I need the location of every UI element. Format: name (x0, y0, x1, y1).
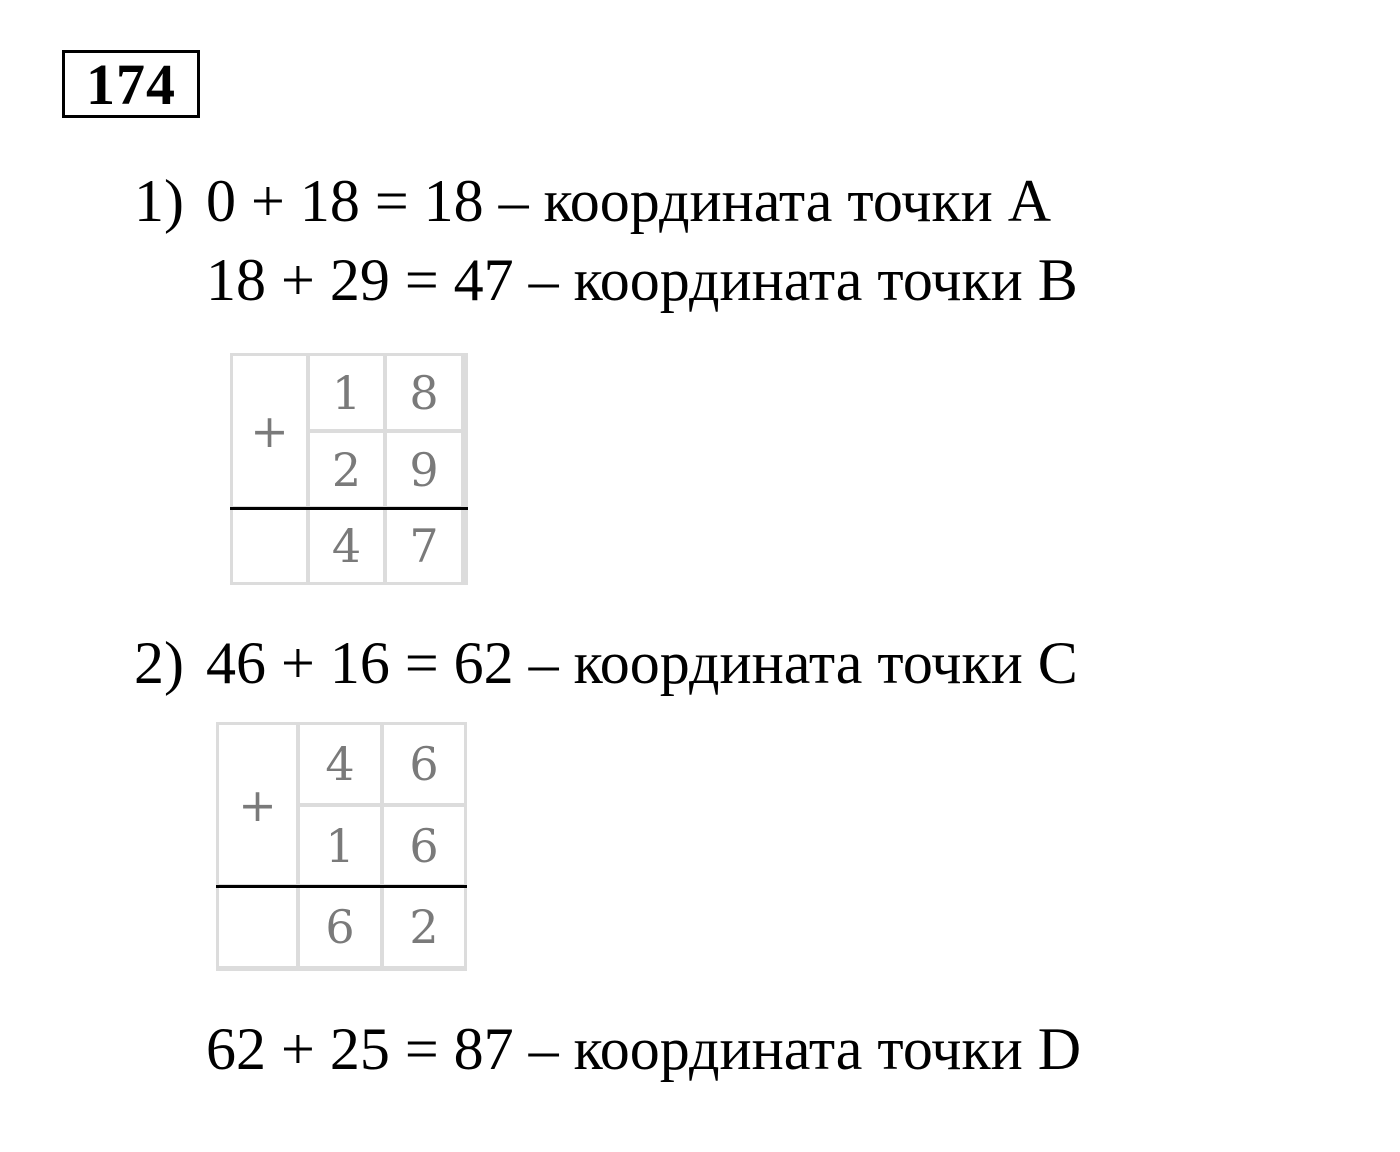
part1-line1 (134, 166, 1051, 236)
addend1-tens: 1 (310, 356, 383, 429)
part2-equation-d: 62 + 25 = 87 – координата точки D (206, 1016, 1082, 1082)
empty-cell (233, 510, 306, 582)
part2-line1 (134, 628, 1078, 698)
sum-line (216, 885, 467, 888)
plus-sign: + (219, 725, 296, 884)
task-number-box (62, 50, 200, 118)
part2-equation-c: 46 + 16 = 62 – координата точки С (206, 630, 1078, 696)
sum-line (230, 507, 468, 510)
sum-tens: 6 (300, 888, 380, 966)
part2-label: 2) (134, 630, 184, 696)
addend2-tens: 1 (300, 807, 380, 884)
addend1-tens: 4 (300, 725, 380, 803)
part1-equation-a: 0 + 18 = 18 – координата точки А (206, 168, 1052, 234)
part1-equation-b: 18 + 29 = 47 – координата точки В (206, 247, 1078, 313)
task-number: 174 (86, 52, 176, 117)
sum-units: 7 (387, 510, 461, 582)
plus-sign: + (233, 356, 306, 506)
sum-tens: 4 (310, 510, 383, 582)
sum-units: 2 (384, 888, 464, 966)
part1-line2 (206, 245, 1078, 315)
column-addition-2 (216, 722, 467, 971)
column-addition-1 (230, 353, 468, 585)
addend1-units: 8 (387, 356, 461, 429)
addend2-units: 6 (384, 807, 464, 884)
addend1-units: 6 (384, 725, 464, 803)
part1-label: 1) (134, 168, 184, 234)
addend2-units: 9 (387, 433, 461, 506)
addend2-tens: 2 (310, 433, 383, 506)
part2-line2 (206, 1014, 1081, 1084)
empty-cell (219, 888, 296, 966)
